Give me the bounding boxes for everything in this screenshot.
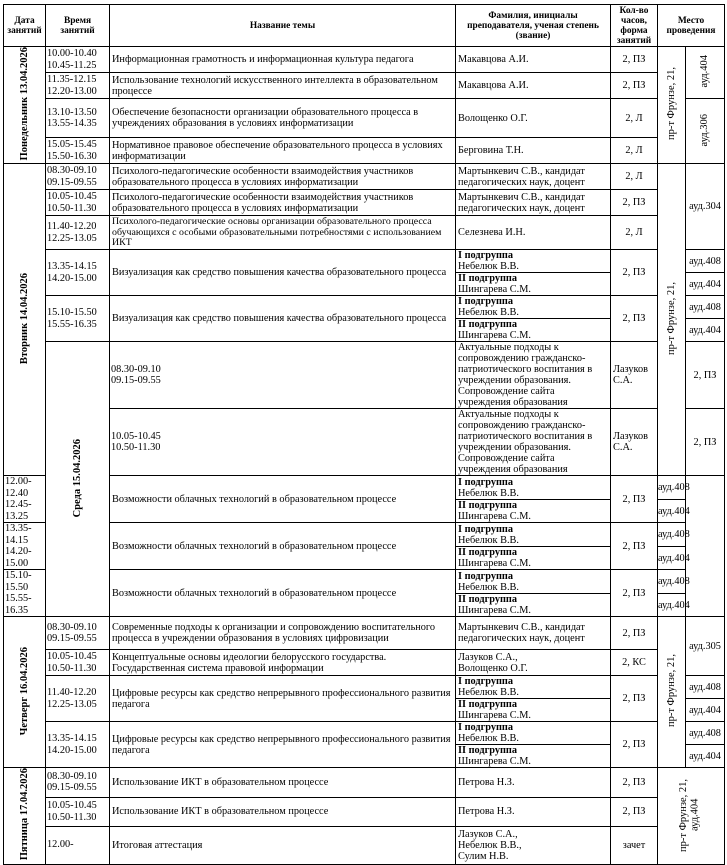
teacher-cell: II подгруппа Шингарева С.М. (456, 319, 611, 342)
table-row: 15.05-15.45 15.50-16.30 Нормативное правовое обеспечение образовательного процесса в условиях информатизации Берговина Т.Н. 2, Л (4, 138, 725, 164)
hours-cell: 2, КС (611, 650, 658, 676)
table-row: 13.35-14.15 14.20-15.00 Цифровые ресурсы как средство непрерывного профессионального развития педагога I подгруппа Небелюк В.В. 2, ПЗ ауд.408 (4, 722, 725, 745)
teacher-cell: I подгруппа Небелюк В.В. (456, 296, 611, 319)
hours-cell: 2, ПЗ (611, 797, 658, 826)
teacher-cell: II подгруппа Шингарева С.М. (456, 546, 611, 570)
topic-cell: Нормативное правовое обеспечение образовательного процесса в условиях информатизации (110, 138, 456, 164)
room-cell: ауд.408 (686, 676, 725, 699)
hours-cell: 2, Л (611, 164, 658, 190)
col-place: Место проведения (658, 5, 725, 47)
teacher-cell: Петрова Н.З. (456, 768, 611, 797)
table-row: 13.10-13.50 13.55-14.35 Обеспечение безопасности организации образовательного процесса в учреждениях образования в условиях информатизации Волощенко О.Г. 2, Л ауд.306 (4, 99, 725, 138)
topic-cell: Возможности облачных технологий в образовательном процессе (110, 523, 456, 570)
teacher-cell: Лазуков С.А. (611, 342, 658, 409)
room-cell: ауд.408 (686, 296, 725, 319)
hours-cell: 2, Л (611, 138, 658, 164)
teacher-cell: I подгруппа Небелюк В.В. (456, 523, 611, 547)
topic-cell: Информационная грамотность и информационная культура педагога (110, 47, 456, 73)
teacher-cell: Петрова Н.З. (456, 797, 611, 826)
topic-cell: Визуализация как средство повышения качества образовательного процесса (110, 250, 456, 296)
table-row: 13.35-14.15 14.20-15.00 Визуализация как средство повышения качества образовательного процесса I подгруппа Небелюк В.В. 2, ПЗ ауд.408 (4, 250, 725, 273)
hours-cell: 2, ПЗ (611, 47, 658, 73)
teacher-cell: II подгруппа Шингарева С.М. (456, 273, 611, 296)
teacher-cell: I подгруппа Небелюк В.В. (456, 476, 611, 500)
room-cell: ауд.408 (658, 570, 686, 594)
hours-cell: 2, ПЗ (686, 409, 725, 476)
table-row: 10.05-10.45 10.50-11.30 Использование ИКТ в образовательном процессе Петрова Н.З. 2, ПЗ (4, 797, 725, 826)
room-cell: ауд.305 (686, 617, 725, 676)
table-row: 11.35-12.15 12.20-13.00 Использование технологий искусственного интеллекта в образовательном процессе Макавцова А.И. 2, ПЗ (4, 73, 725, 99)
table-row: 15.10-15.50 15.55-16.35 Возможности облачных технологий в образовательном процессе I подгруппа Небелюк В.В. 2, ПЗ ауд.408 (5, 570, 690, 616)
table-row: 15.10-15.50 15.55-16.35 Визуализация как средство повышения качества образовательного процесса I подгруппа Небелюк В.В. 2, ПЗ ауд.408 (4, 296, 725, 319)
room-cell: ауд.404 (686, 745, 725, 768)
hours-cell: 2, ПЗ (611, 250, 658, 296)
table-row: 10.05-10.45 10.50-11.30 Психолого-педагогические особенности взаимодействия участников образовательного процесса в условиях информатизации Мартынкевич С.В., кандидат педагогических наук, доцент 2, ПЗ (4, 190, 725, 216)
table-row: 10.05-10.45 10.50-11.30 Концептуальные основы идеологии белорусского государства. Государственная система правовой информации Лазуков С.А., Волощенко О.Г. 2, КС (4, 650, 725, 676)
topic-cell: Концептуальные основы идеологии белорусского государства. Государственная система правовой информации (110, 650, 456, 676)
teacher-cell: Лазуков С.А. (611, 409, 658, 476)
teacher-cell: I подгруппа Небелюк В.В. (456, 570, 611, 594)
hours-cell: 2, ПЗ (611, 617, 658, 650)
room-cell: ауд.404 (658, 499, 686, 523)
topic-cell: Психолого-педагогические основы организации образовательного процесса обучающихся с особыми образовательными потребностями с использованием ИКТ (110, 216, 456, 250)
room-cell: ауд.404 (686, 47, 725, 99)
place-thursday: пр-т Фрунзе, 21, (658, 617, 686, 768)
hours-cell: 2, ПЗ (611, 476, 658, 523)
topic-cell: Использование ИКТ в образовательном процессе (110, 768, 456, 797)
day-tuesday: Вторник 14.04.2026 (4, 164, 46, 476)
col-hours: Кол-во часов, форма занятий (611, 5, 658, 47)
col-date: Дата занятий (4, 5, 46, 47)
room-cell: ауд.404 (658, 546, 686, 570)
topic-cell: Обеспечение безопасности организации образовательного процесса в учреждениях образования в условиях информатизации (110, 99, 456, 138)
schedule-table (3, 4, 725, 865)
room-cell: ауд.404 (686, 699, 725, 722)
place-tuesday: пр-т Фрунзе, 21, (658, 164, 686, 476)
table-row: 12.00-12.40 12.45-13.25 Возможности облачных технологий в образовательном процессе I подгруппа Небелюк В.В. 2, ПЗ ауд.408 (5, 476, 690, 522)
room-cell: ауд.404 (658, 593, 686, 617)
room-cell: ауд.404 (686, 273, 725, 296)
hours-cell: 2, Л (611, 216, 658, 250)
col-topic: Название темы (110, 5, 456, 47)
hours-cell: 2, ПЗ (611, 296, 658, 342)
hours-cell: 2, ПЗ (611, 768, 658, 797)
header-row (4, 5, 725, 47)
topic-cell: Использование технологий искусственного интеллекта в образовательном процессе (110, 73, 456, 99)
teacher-cell: Макавцова А.И. (456, 47, 611, 73)
day-thursday: Четверг 16.04.2026 (4, 617, 46, 768)
table-row: Вторник 14.04.2026 08.30-09.10 09.15-09.55 Психолого-педагогические особенности взаимодействия участников образовательного процесса в условиях информатизации Мартынкевич С.В., кандидат педагогических наук, доцент 2, Л пр-т Фрунзе, 21, ауд.304 (4, 164, 725, 190)
hours-cell: 2, ПЗ (686, 342, 725, 409)
teacher-cell: I подгруппа Небелюк В.В. (456, 250, 611, 273)
table-row: Среда 15.04.2026 08.30-09.10 09.15-09.55 Актуальные подходы к сопровождению гражданско-патриотического воспитания в учреждении образования. Сопровождение сайта учреждения образования Лазуков С.А. 2, ПЗ (4, 342, 725, 409)
col-time: Время занятий (46, 5, 110, 47)
teacher-cell: II подгруппа Шингарева С.М. (456, 745, 611, 768)
room-cell: ауд.408 (686, 722, 725, 745)
teacher-cell: Мартынкевич С.В., кандидат педагогических наук, доцент (456, 164, 611, 190)
room-cell: ауд.304 (686, 164, 725, 250)
hours-cell: 2, ПЗ (611, 676, 658, 722)
topic-cell: Использование ИКТ в образовательном процессе (110, 797, 456, 826)
topic-cell: Актуальные подходы к сопровождению гражданско-патриотического воспитания в учреждении образования. Сопровождение сайта учреждения образования (456, 409, 611, 476)
room-cell: ауд.408 (658, 523, 686, 547)
hours-cell: зачет (611, 826, 658, 864)
table-row: Понедельник 13.04.2026 10.00-10.40 10.45-11.25 Информационная грамотность и информационная культура педагога Макавцова А.И. 2, ПЗ пр-т Фрунзе, 21, ауд.404 (4, 47, 725, 73)
teacher-cell: Мартынкевич С.В., кандидат педагогических наук, доцент (456, 190, 611, 216)
day-wednesday: Среда 15.04.2026 (46, 342, 110, 617)
day-monday: Понедельник 13.04.2026 (4, 47, 46, 164)
table-row: 11.40-12.20 12.25-13.05 Психолого-педагогические основы организации образовательного процесса обучающихся с особыми образовательными потребностями с использованием ИКТ Селезнева И.Н. 2, Л (4, 216, 725, 250)
table-row: 12.00- Итоговая аттестация Лазуков С.А., Небелюк В.В., Сулим Н.В. зачет (4, 826, 725, 864)
teacher-cell: I подгруппа Небелюк В.В. (456, 722, 611, 745)
topic-cell: Психолого-педагогические особенности взаимодействия участников образовательного процесса в условиях информатизации (110, 164, 456, 190)
table-row: 10.05-10.45 10.50-11.30 Актуальные подходы к сопровождению гражданско-патриотического воспитания в учреждении образования. Сопровождение сайта учреждения образования Лазуков С.А. 2, ПЗ (4, 409, 725, 476)
topic-cell: Итоговая аттестация (110, 826, 456, 864)
teacher-cell: II подгруппа Шингарева С.М. (456, 593, 611, 617)
teacher-cell: Селезнева И.Н. (456, 216, 611, 250)
hours-cell: 2, ПЗ (611, 570, 658, 617)
teacher-cell: Волощенко О.Г. (456, 99, 611, 138)
teacher-cell: Мартынкевич С.В., кандидат педагогических наук, доцент (456, 617, 611, 650)
teacher-cell: I подгруппа Небелюк В.В. (456, 676, 611, 699)
teacher-cell: II подгруппа Шингарева С.М. (456, 499, 611, 523)
hours-cell: 2, Л (611, 99, 658, 138)
hours-cell: 2, ПЗ (611, 523, 658, 570)
room-cell: ауд.404 (686, 319, 725, 342)
topic-cell: Визуализация как средство повышения качества образовательного процесса (110, 296, 456, 342)
table-row: Четверг 16.04.2026 08.30-09.10 09.15-09.55 Современные подходы к организации и сопровождению воспитательного процесса в учреждении образования в условиях цифровизации Мартынкевич С.В., кандидат педагогических наук, доцент 2, ПЗ пр-т Фрунзе, 21, ауд.305 (4, 617, 725, 650)
teacher-cell: II подгруппа Шингарева С.М. (456, 699, 611, 722)
room-cell: ауд.306 (686, 99, 725, 164)
topic-cell: Психолого-педагогические особенности взаимодействия участников образовательного процесса в условиях информатизации (110, 190, 456, 216)
hours-cell: 2, ПЗ (611, 190, 658, 216)
hours-cell: 2, ПЗ (611, 73, 658, 99)
teacher-cell: Макавцова А.И. (456, 73, 611, 99)
topic-cell: Возможности облачных технологий в образовательном процессе (110, 570, 456, 617)
table-row: 11.40-12.20 12.25-13.05 Цифровые ресурсы как средство непрерывного профессионального развития педагога I подгруппа Небелюк В.В. 2, ПЗ ауд.408 (4, 676, 725, 699)
place-monday: пр-т Фрунзе, 21, (658, 47, 686, 164)
day-friday: Пятница 17.04.2026 (4, 768, 46, 864)
room-cell: ауд.408 (658, 476, 686, 500)
table-row: 13.35-14.15 14.20-15.00 Возможности облачных технологий в образовательном процессе I подгруппа Небелюк В.В. 2, ПЗ ауд.408 (5, 523, 690, 569)
table-row: Пятница 17.04.2026 08.30-09.10 09.15-09.55 Использование ИКТ в образовательном процессе Петрова Н.З. 2, ПЗ пр-т Фрунзе, 21, ауд.404 (4, 768, 725, 797)
col-teacher: Фамилия, инициалы преподавателя, ученая степень (звание) (456, 5, 611, 47)
teacher-cell: Берговина Т.Н. (456, 138, 611, 164)
hours-cell: 2, ПЗ (611, 722, 658, 768)
teacher-cell: Лазуков С.А., Небелюк В.В., Сулим Н.В. (456, 826, 611, 864)
topic-cell: Цифровые ресурсы как средство непрерывного профессионального развития педагога (110, 722, 456, 768)
topic-cell: Современные подходы к организации и сопровождению воспитательного процесса в учреждении образования в условиях цифровизации (110, 617, 456, 650)
teacher-cell: Лазуков С.А., Волощенко О.Г. (456, 650, 611, 676)
topic-cell: Актуальные подходы к сопровождению гражданско-патриотического воспитания в учреждении образования. Сопровождение сайта учреждения образования (456, 342, 611, 409)
topic-cell: Возможности облачных технологий в образовательном процессе (110, 476, 456, 523)
topic-cell: Цифровые ресурсы как средство непрерывного профессионального развития педагога (110, 676, 456, 722)
room-cell: ауд.408 (686, 250, 725, 273)
place-friday: пр-т Фрунзе, 21, ауд.404 (658, 768, 725, 864)
